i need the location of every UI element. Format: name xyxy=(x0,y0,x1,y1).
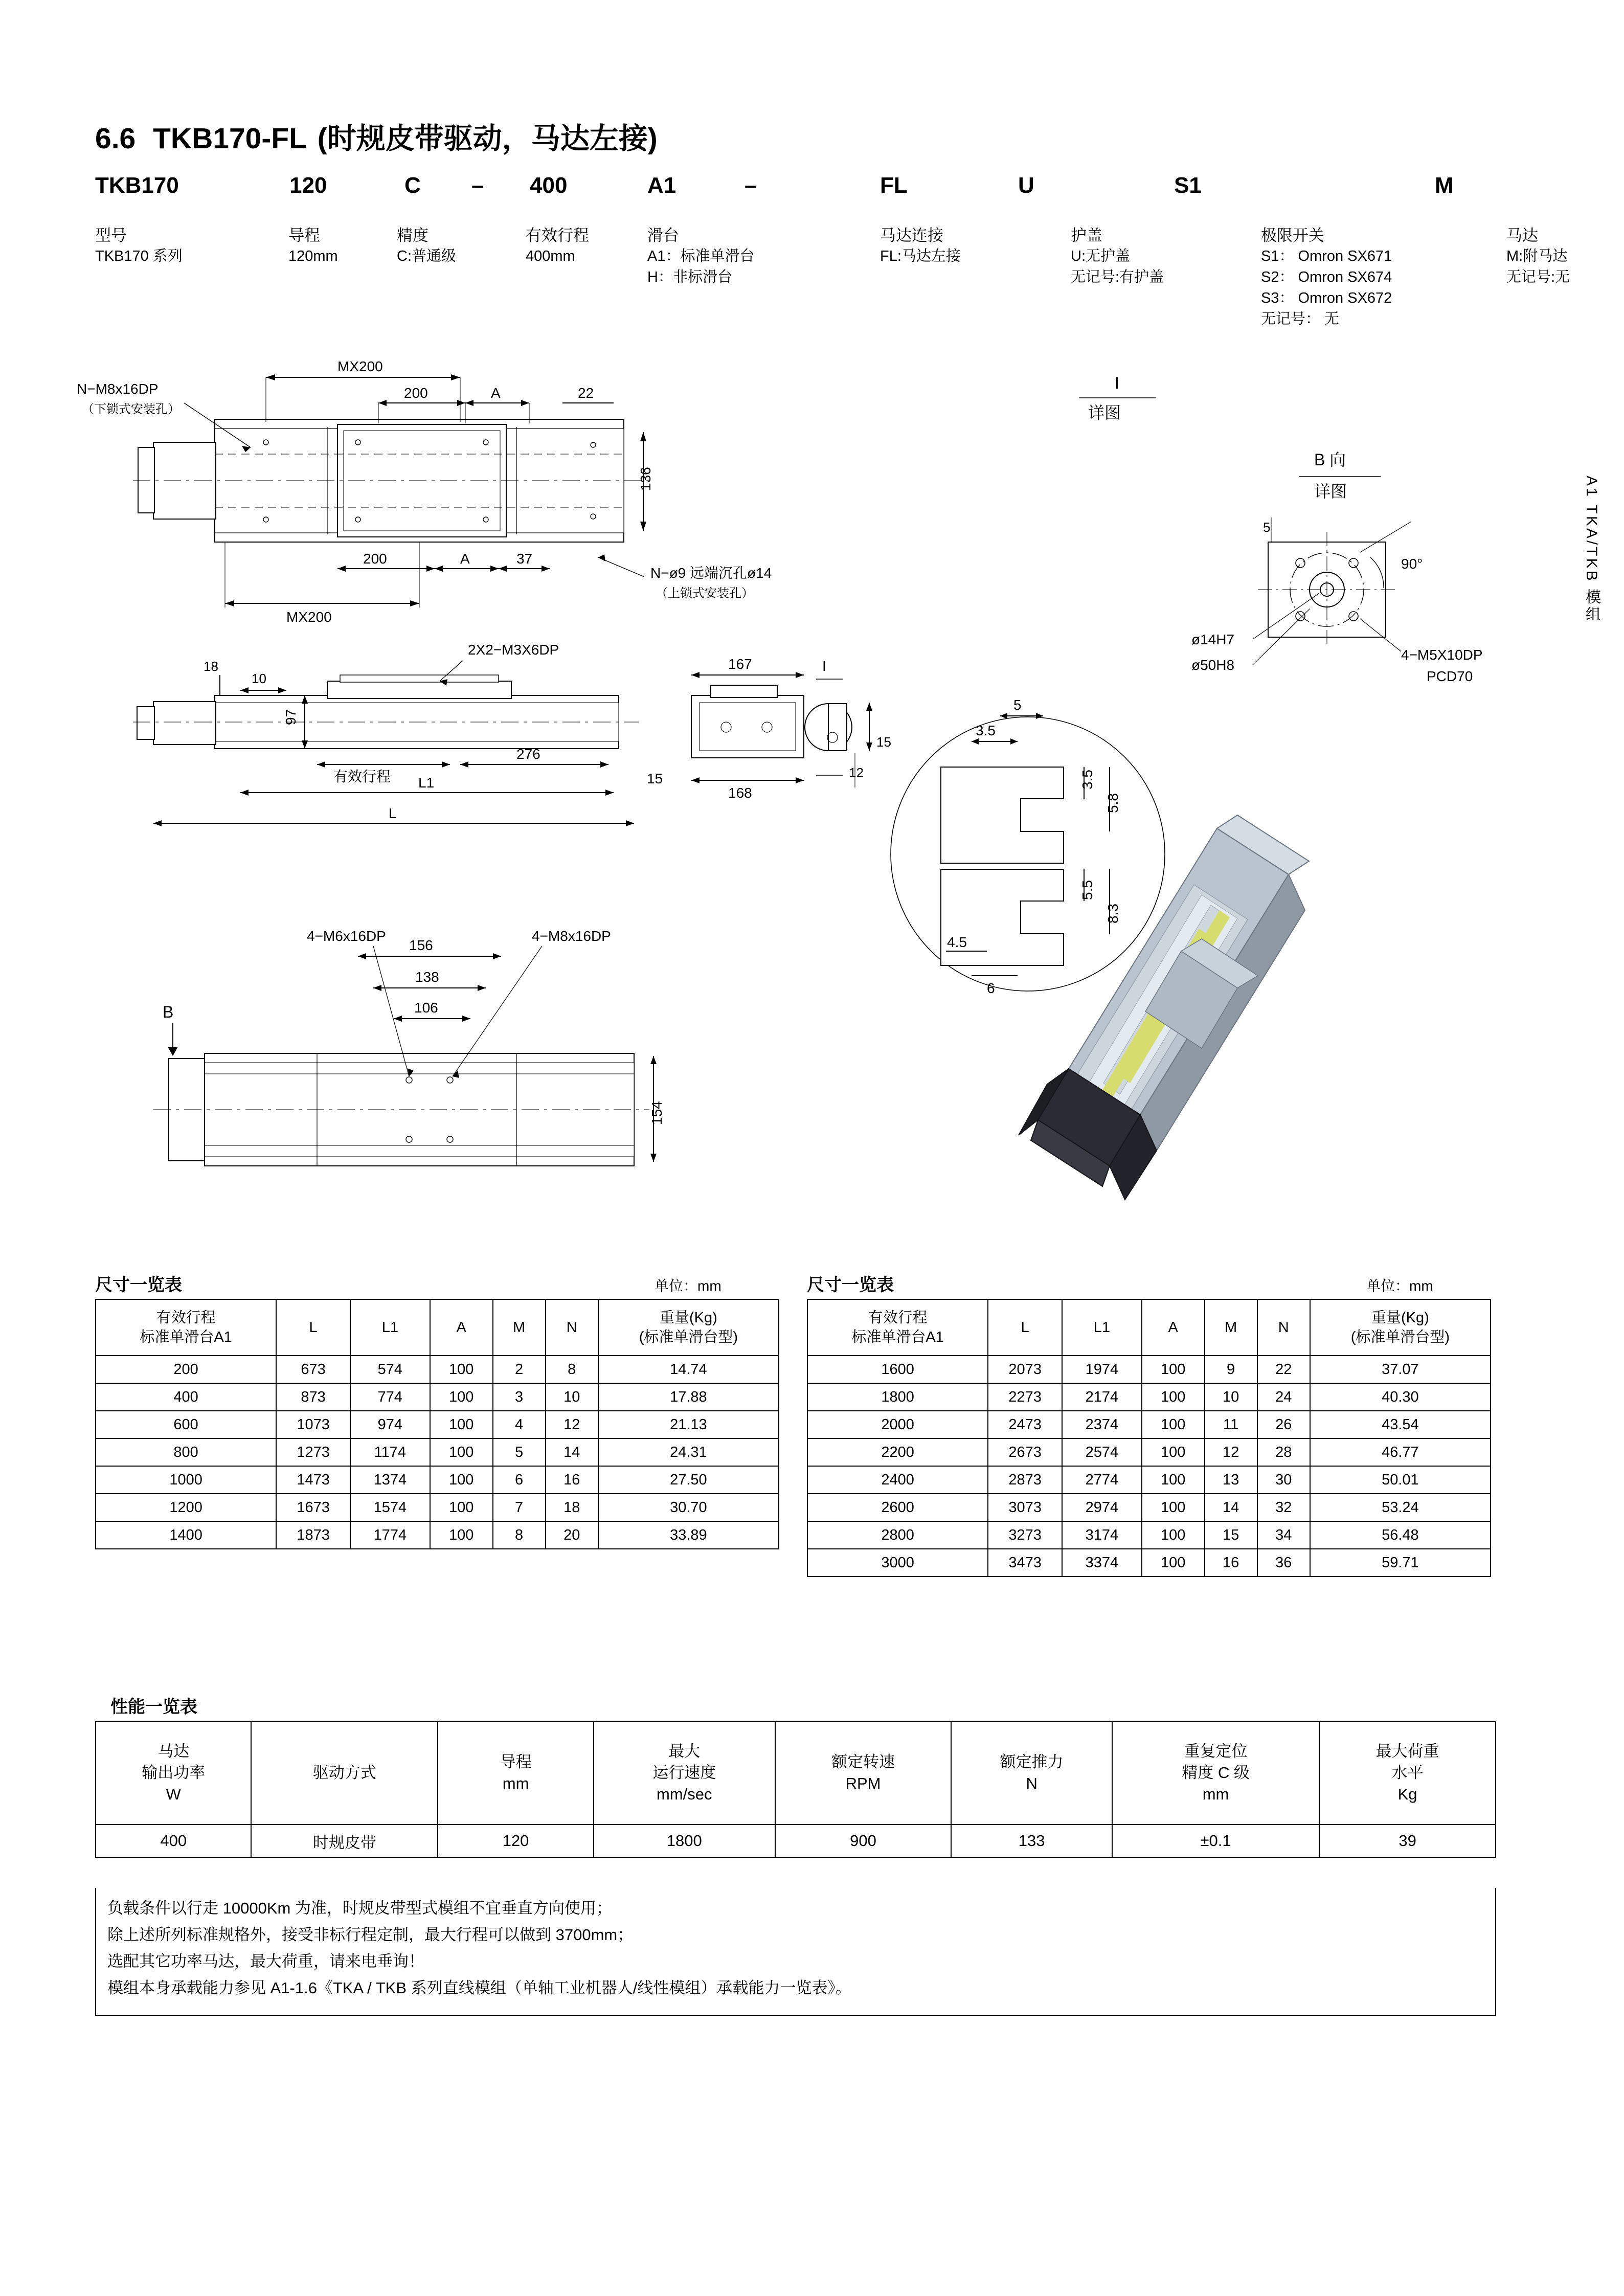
legend-head: 型号 xyxy=(95,227,127,244)
col-stroke-line1: 有效行程 xyxy=(868,1310,928,1326)
perf-col-max-speed xyxy=(594,1721,775,1825)
cell: 3000 xyxy=(807,1549,988,1577)
code-part-0: TKB170 xyxy=(95,173,179,198)
legend-col-limit-switch xyxy=(1261,225,1392,330)
title-sub: (时规皮带驱动，马达左接) xyxy=(317,122,658,155)
legend-line: S2： Omron SX674 xyxy=(1261,269,1392,285)
hdr-unit: W xyxy=(166,1785,181,1803)
legend-line: FL:马达左接 xyxy=(880,248,961,264)
legend-head: 极限开关 xyxy=(1261,227,1324,244)
cell: 16 xyxy=(1205,1549,1257,1577)
legend-line: TKB170 系列 xyxy=(95,248,183,264)
dim-table-right-caption: 尺寸一览表 xyxy=(807,1275,894,1295)
notes-box xyxy=(95,1888,1496,2016)
cell: 1574 xyxy=(350,1494,430,1521)
hdr-line2: 输出功率 xyxy=(142,1764,206,1782)
cell: 100 xyxy=(1142,1466,1205,1494)
col-L1: L1 xyxy=(1062,1299,1142,1356)
cell: 24.31 xyxy=(598,1438,779,1466)
svg-text:10: 10 xyxy=(252,671,266,686)
col-L: L xyxy=(276,1299,350,1356)
col-weight-line1: 重量(Kg) xyxy=(659,1310,717,1326)
cell: 46.77 xyxy=(1310,1438,1491,1466)
side-tab-label: A1 TKA/TKB 模组 xyxy=(1583,476,1600,624)
cell: 1473 xyxy=(276,1466,350,1494)
legend-line: 400mm xyxy=(526,248,575,264)
model-code-row xyxy=(95,173,1527,199)
cell: 100 xyxy=(1142,1438,1205,1466)
table-row xyxy=(96,1494,779,1521)
cell: 37.07 xyxy=(1310,1356,1491,1383)
svg-text:15: 15 xyxy=(647,771,663,786)
cell: 1774 xyxy=(350,1521,430,1549)
cell: 100 xyxy=(1142,1411,1205,1438)
col-A: A xyxy=(430,1299,493,1356)
legend-line: 无记号:有护盖 xyxy=(1071,269,1164,285)
legend-head: 护盖 xyxy=(1071,227,1102,244)
legend-col-stroke xyxy=(526,225,589,267)
cell: 40.30 xyxy=(1310,1383,1491,1411)
table-row xyxy=(807,1466,1491,1494)
cell: 2873 xyxy=(988,1466,1062,1494)
title-main: TKB170-FL xyxy=(153,122,306,155)
table-row xyxy=(96,1383,779,1411)
cell: 4 xyxy=(493,1411,546,1438)
cell: 22 xyxy=(1257,1356,1310,1383)
table-header-row xyxy=(96,1721,1496,1825)
code-part-3: – xyxy=(471,173,484,198)
hdr-line2: 运行速度 xyxy=(652,1764,716,1782)
svg-text:6: 6 xyxy=(987,980,995,996)
legend-head: 精度 xyxy=(397,227,428,244)
cell: 100 xyxy=(1142,1494,1205,1521)
cell: 100 xyxy=(430,1438,493,1466)
cell: 2574 xyxy=(1062,1438,1142,1466)
svg-text:N−ø9 远端沉孔ø14: N−ø9 远端沉孔ø14 xyxy=(650,565,772,581)
cell: 56.48 xyxy=(1310,1521,1491,1549)
cell: 200 xyxy=(96,1356,276,1383)
cell: 1400 xyxy=(96,1521,276,1549)
hdr-unit: Kg xyxy=(1397,1785,1417,1803)
cell: 1600 xyxy=(807,1356,988,1383)
svg-text:MX200: MX200 xyxy=(337,358,383,374)
cell: 3174 xyxy=(1062,1521,1142,1549)
svg-text:200: 200 xyxy=(404,385,428,401)
table-row xyxy=(807,1549,1491,1577)
cell: 873 xyxy=(276,1383,350,1411)
technical-drawing xyxy=(0,337,1624,1263)
svg-text:MX200: MX200 xyxy=(286,609,332,625)
cell: 2 xyxy=(493,1356,546,1383)
cell: 36 xyxy=(1257,1549,1310,1577)
dimension-table-right xyxy=(807,1299,1491,1577)
svg-text:168: 168 xyxy=(728,785,752,801)
svg-text:90°: 90° xyxy=(1401,556,1423,572)
table-row xyxy=(807,1438,1491,1466)
svg-text:97: 97 xyxy=(283,709,299,725)
col-L1: L1 xyxy=(350,1299,430,1356)
svg-text:37: 37 xyxy=(516,551,533,567)
cell: 100 xyxy=(1142,1521,1205,1549)
svg-text:3.5: 3.5 xyxy=(1079,770,1095,790)
cell: 100 xyxy=(430,1356,493,1383)
legend-line: S3： Omron SX672 xyxy=(1261,290,1392,306)
cell: 1374 xyxy=(350,1466,430,1494)
cell: 17.88 xyxy=(598,1383,779,1411)
svg-text:8.3: 8.3 xyxy=(1105,904,1121,924)
svg-text:PCD70: PCD70 xyxy=(1427,668,1473,684)
hdr-unit: N xyxy=(1026,1774,1037,1792)
cell: 2673 xyxy=(988,1438,1062,1466)
svg-text:5.8: 5.8 xyxy=(1105,793,1121,813)
svg-text:（上锁式安装孔）: （上锁式安装孔） xyxy=(656,587,754,600)
cell: 3374 xyxy=(1062,1549,1142,1577)
svg-text:22: 22 xyxy=(578,385,594,401)
table-row xyxy=(96,1466,779,1494)
svg-text:（下锁式安装孔）: （下锁式安装孔） xyxy=(82,402,180,416)
cell: 8 xyxy=(546,1356,598,1383)
table-row xyxy=(96,1521,779,1549)
hdr-line2: 精度 C 级 xyxy=(1182,1764,1250,1782)
cell: ±0.1 xyxy=(1112,1825,1319,1857)
legend-line: 无记号:无 xyxy=(1506,269,1570,285)
cell: 11 xyxy=(1205,1411,1257,1438)
hdr-line1: 最大 xyxy=(668,1742,701,1760)
cell: 100 xyxy=(1142,1383,1205,1411)
cell: 1800 xyxy=(807,1383,988,1411)
cell: 3 xyxy=(493,1383,546,1411)
cell: 53.24 xyxy=(1310,1494,1491,1521)
legend-col-slider xyxy=(647,225,754,288)
hdr-line2: 导程 xyxy=(500,1753,532,1771)
legend-head: 导程 xyxy=(288,227,320,244)
svg-text:18: 18 xyxy=(204,659,218,674)
cell: 59.71 xyxy=(1310,1549,1491,1577)
cell: 974 xyxy=(350,1411,430,1438)
cell: 2800 xyxy=(807,1521,988,1549)
cell: 673 xyxy=(276,1356,350,1383)
hdr-unit: mm/sec xyxy=(656,1785,712,1803)
svg-text:5: 5 xyxy=(1013,697,1022,713)
hdr-unit: mm xyxy=(502,1774,529,1792)
performance-table-caption: 性能一览表 xyxy=(110,1697,197,1717)
svg-text:4−M8x16DP: 4−M8x16DP xyxy=(532,928,611,944)
perf-col-max-load xyxy=(1319,1721,1496,1825)
svg-text:详图: 详图 xyxy=(1314,482,1347,501)
svg-text:5.5: 5.5 xyxy=(1079,880,1095,900)
cell: 18 xyxy=(546,1494,598,1521)
col-M: M xyxy=(493,1299,546,1356)
cell: 14 xyxy=(1205,1494,1257,1521)
note-line: 选配其它功率马达，最大荷重，请来电垂询！ xyxy=(107,1952,424,1970)
legend-col-cover xyxy=(1071,225,1164,288)
svg-text:L1: L1 xyxy=(418,775,435,791)
cell: 5 xyxy=(493,1438,546,1466)
cell: 100 xyxy=(430,1521,493,1549)
col-weight-line2: (标准单滑台型) xyxy=(1350,1329,1450,1345)
legend-line: C:普通级 xyxy=(397,248,457,264)
svg-text:详图: 详图 xyxy=(1088,403,1121,422)
cell: 1000 xyxy=(96,1466,276,1494)
svg-text:154: 154 xyxy=(649,1101,665,1125)
cell: 27.50 xyxy=(598,1466,779,1494)
code-part-1: 120 xyxy=(289,173,327,198)
cell: 9 xyxy=(1205,1356,1257,1383)
perf-col-drive-type xyxy=(251,1721,438,1825)
hdr-line2: 水平 xyxy=(1391,1764,1424,1782)
cell: 2374 xyxy=(1062,1411,1142,1438)
table-row xyxy=(807,1411,1491,1438)
legend-line: M:附马达 xyxy=(1506,248,1568,264)
dim-table-left-caption: 尺寸一览表 xyxy=(95,1275,182,1295)
cell: 133 xyxy=(951,1825,1112,1857)
svg-text:136: 136 xyxy=(638,467,653,491)
code-part-4: 400 xyxy=(530,173,568,198)
cell: 1673 xyxy=(276,1494,350,1521)
svg-text:3.5: 3.5 xyxy=(976,723,996,738)
cell: 100 xyxy=(430,1494,493,1521)
cell: 2073 xyxy=(988,1356,1062,1383)
cell: 774 xyxy=(350,1383,430,1411)
cell: 7 xyxy=(493,1494,546,1521)
hdr-unit: RPM xyxy=(845,1774,881,1792)
legend-line: U:无护盖 xyxy=(1071,248,1131,264)
cell: 24 xyxy=(1257,1383,1310,1411)
table-row xyxy=(807,1494,1491,1521)
hdr-line1: 马达 xyxy=(157,1742,190,1760)
note-line: 除上述所列标准规格外，接受非标行程定制，最大行程可以做到 3700mm； xyxy=(107,1926,634,1944)
cell: 2974 xyxy=(1062,1494,1142,1521)
cell: 16 xyxy=(546,1466,598,1494)
code-part-8: U xyxy=(1018,173,1034,198)
dimension-table-left xyxy=(95,1299,779,1549)
code-part-10: M xyxy=(1435,173,1454,198)
legend-col-accuracy xyxy=(397,225,456,267)
cell: 15 xyxy=(1205,1521,1257,1549)
cell: 43.54 xyxy=(1310,1411,1491,1438)
col-N: N xyxy=(1257,1299,1310,1356)
svg-text:N−M8x16DP: N−M8x16DP xyxy=(77,381,159,397)
legend-line: S1： Omron SX671 xyxy=(1261,248,1392,264)
perf-col-rated-speed xyxy=(775,1721,952,1825)
table-row xyxy=(807,1356,1491,1383)
svg-text:200: 200 xyxy=(363,551,387,567)
cell: 2774 xyxy=(1062,1466,1142,1494)
svg-text:12: 12 xyxy=(849,765,864,780)
col-N: N xyxy=(546,1299,598,1356)
perf-col-lead xyxy=(438,1721,593,1825)
cell: 13 xyxy=(1205,1466,1257,1494)
cell: 33.89 xyxy=(598,1521,779,1549)
col-weight xyxy=(1310,1299,1491,1356)
dim-table-right-unit: 单位：mm xyxy=(1366,1278,1433,1294)
cell: 574 xyxy=(350,1356,430,1383)
col-weight xyxy=(598,1299,779,1356)
legend-col-motor-mount xyxy=(880,225,961,267)
svg-text:B 向: B 向 xyxy=(1314,451,1346,469)
cell: 2200 xyxy=(807,1438,988,1466)
cell: 100 xyxy=(1142,1549,1205,1577)
svg-text:4.5: 4.5 xyxy=(947,934,967,950)
cell: 30 xyxy=(1257,1466,1310,1494)
cell: 30.70 xyxy=(598,1494,779,1521)
cell: 2600 xyxy=(807,1494,988,1521)
svg-text:A: A xyxy=(460,551,470,567)
cell: 600 xyxy=(96,1411,276,1438)
cell: 1273 xyxy=(276,1438,350,1466)
svg-text:I: I xyxy=(822,658,826,674)
cell: 32 xyxy=(1257,1494,1310,1521)
performance-table xyxy=(95,1721,1496,1858)
legend-col-lead xyxy=(288,225,338,267)
col-L: L xyxy=(988,1299,1062,1356)
cell: 1200 xyxy=(96,1494,276,1521)
cell: 26 xyxy=(1257,1411,1310,1438)
svg-text:B: B xyxy=(163,1003,174,1021)
cell: 时规皮带 xyxy=(251,1825,438,1857)
cell: 100 xyxy=(430,1383,493,1411)
page-title xyxy=(95,115,658,157)
table-row xyxy=(96,1825,1496,1857)
table-row xyxy=(96,1411,779,1438)
svg-text:ø14H7: ø14H7 xyxy=(1191,632,1235,647)
cell: 400 xyxy=(96,1383,276,1411)
legend-col-model xyxy=(95,225,183,267)
cell: 1800 xyxy=(594,1825,775,1857)
legend-head: 马达 xyxy=(1506,227,1538,244)
legend-line: 120mm xyxy=(288,248,338,264)
code-part-6: – xyxy=(745,173,757,198)
cell: 100 xyxy=(430,1466,493,1494)
hdr-line2: 额定转速 xyxy=(831,1753,895,1771)
cell: 1974 xyxy=(1062,1356,1142,1383)
svg-text:A: A xyxy=(491,385,501,401)
cell: 3073 xyxy=(988,1494,1062,1521)
code-part-7: FL xyxy=(880,173,908,198)
table-row xyxy=(96,1438,779,1466)
legend-head: 有效行程 xyxy=(526,227,589,244)
svg-text:5: 5 xyxy=(1263,520,1271,535)
section-number: 6.6 xyxy=(95,122,136,155)
svg-text:有效行程: 有效行程 xyxy=(333,769,391,784)
cell: 2273 xyxy=(988,1383,1062,1411)
cell: 39 xyxy=(1319,1825,1496,1857)
cell: 1073 xyxy=(276,1411,350,1438)
dim-table-left-unit: 单位：mm xyxy=(655,1278,721,1294)
cell: 2174 xyxy=(1062,1383,1142,1411)
cell: 14.74 xyxy=(598,1356,779,1383)
code-part-9: S1 xyxy=(1174,173,1202,198)
code-part-2: C xyxy=(404,173,421,198)
cell: 3273 xyxy=(988,1521,1062,1549)
perf-col-repeat-accuracy xyxy=(1112,1721,1319,1825)
svg-text:106: 106 xyxy=(414,1000,438,1016)
cell: 1873 xyxy=(276,1521,350,1549)
legend-head: 马达连接 xyxy=(880,227,943,244)
table-row xyxy=(807,1521,1491,1549)
cell: 3473 xyxy=(988,1549,1062,1577)
svg-text:138: 138 xyxy=(415,969,439,985)
cell: 50.01 xyxy=(1310,1466,1491,1494)
svg-text:156: 156 xyxy=(409,937,433,953)
cell: 12 xyxy=(546,1411,598,1438)
cell: 8 xyxy=(493,1521,546,1549)
col-stroke-line2: 标准单滑台A1 xyxy=(140,1329,232,1345)
hdr-unit: mm xyxy=(1202,1785,1229,1803)
cell: 120 xyxy=(438,1825,593,1857)
table-row xyxy=(96,1356,779,1383)
col-A: A xyxy=(1142,1299,1205,1356)
hdr-line2: 驱动方式 xyxy=(312,1764,376,1782)
svg-text:15: 15 xyxy=(876,734,891,750)
col-weight-line2: (标准单滑台型) xyxy=(639,1329,738,1345)
legend-col-motor xyxy=(1506,225,1570,288)
svg-text:2X2−M3X6DP: 2X2−M3X6DP xyxy=(468,642,559,658)
cell: 1174 xyxy=(350,1438,430,1466)
cell: 100 xyxy=(430,1411,493,1438)
cell: 12 xyxy=(1205,1438,1257,1466)
perf-col-motor-power xyxy=(96,1721,251,1825)
hdr-line1: 最大荷重 xyxy=(1375,1742,1439,1760)
cell: 2400 xyxy=(807,1466,988,1494)
col-stroke xyxy=(96,1299,276,1356)
cell: 10 xyxy=(546,1383,598,1411)
table-header-row xyxy=(96,1299,779,1356)
note-line: 模组本身承载能力参见 A1-1.6《TKA / TKB 系列直线模组（单轴工业机器人/线性模组）承载能力一览表》。 xyxy=(107,1979,851,1997)
perf-col-rated-thrust xyxy=(951,1721,1112,1825)
svg-text:4−M6x16DP: 4−M6x16DP xyxy=(307,928,386,944)
code-part-5: A1 xyxy=(647,173,676,198)
svg-text:276: 276 xyxy=(516,746,540,762)
svg-text:I: I xyxy=(1115,374,1119,392)
cell: 800 xyxy=(96,1438,276,1466)
cell: 900 xyxy=(775,1825,952,1857)
hdr-line2: 额定推力 xyxy=(1000,1753,1064,1771)
cell: 34 xyxy=(1257,1521,1310,1549)
svg-text:167: 167 xyxy=(728,656,752,672)
legend-line: A1：标准单滑台 xyxy=(647,248,755,264)
col-stroke-line2: 标准单滑台A1 xyxy=(851,1329,944,1345)
cell: 6 xyxy=(493,1466,546,1494)
cell: 2000 xyxy=(807,1411,988,1438)
cell: 400 xyxy=(96,1825,251,1857)
svg-text:L: L xyxy=(389,805,397,821)
svg-text:4−M5X10DP: 4−M5X10DP xyxy=(1401,647,1483,663)
col-M: M xyxy=(1205,1299,1257,1356)
legend-line: 无记号： 无 xyxy=(1261,311,1340,327)
cell: 2473 xyxy=(988,1411,1062,1438)
col-stroke-line1: 有效行程 xyxy=(156,1310,216,1326)
legend-line: H：非标滑台 xyxy=(647,269,732,285)
cell: 28 xyxy=(1257,1438,1310,1466)
svg-text:ø50H8: ø50H8 xyxy=(1191,657,1235,673)
cell: 20 xyxy=(546,1521,598,1549)
table-header-row xyxy=(807,1299,1491,1356)
cell: 21.13 xyxy=(598,1411,779,1438)
cell: 14 xyxy=(546,1438,598,1466)
note-line: 负载条件以行走 10000Km 为准，时规皮带型式模组不宜垂直方向使用； xyxy=(107,1899,612,1917)
col-stroke xyxy=(807,1299,988,1356)
hdr-line1: 重复定位 xyxy=(1184,1742,1248,1760)
table-row xyxy=(807,1383,1491,1411)
cell: 10 xyxy=(1205,1383,1257,1411)
col-weight-line1: 重量(Kg) xyxy=(1371,1310,1429,1326)
cell: 100 xyxy=(1142,1356,1205,1383)
legend-head: 滑台 xyxy=(647,227,679,244)
